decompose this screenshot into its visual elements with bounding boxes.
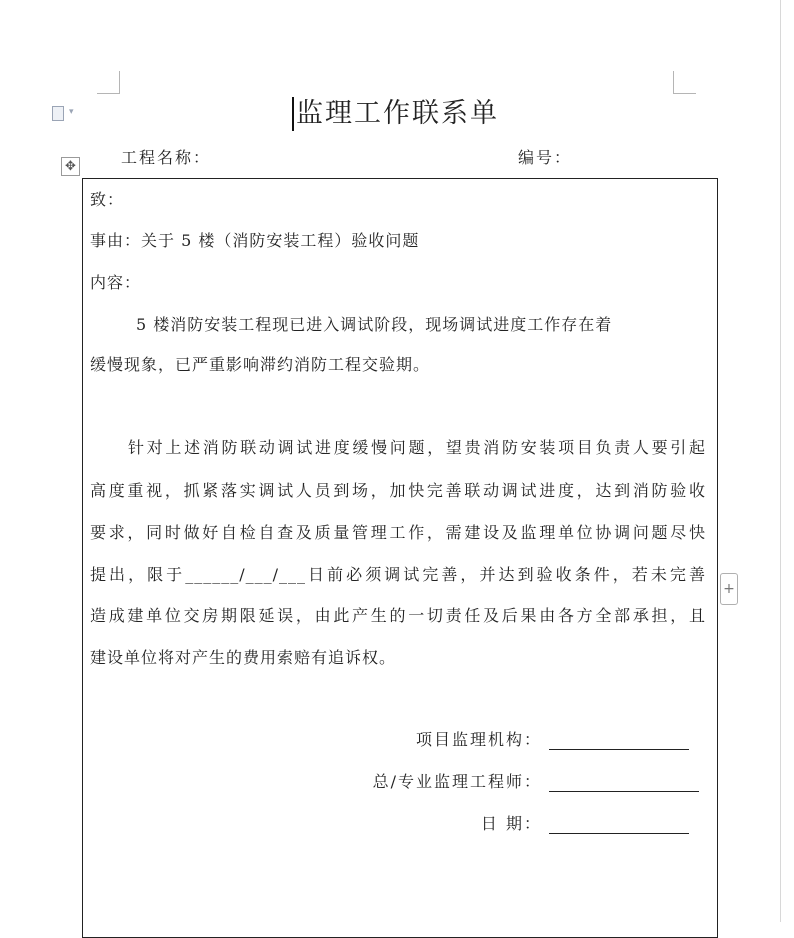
agency-label: 项目监理机构： [415, 730, 542, 749]
to-label: 致： [90, 190, 125, 209]
agency-signature-line[interactable] [549, 749, 689, 750]
date-label: 日 期： [480, 814, 542, 833]
document-icon[interactable]: ▾ [51, 105, 81, 123]
paragraph2-line: 针对上述消防联动调试进度缓慢问题，望贵消防安装项目负责人要引起 [128, 438, 706, 457]
text-cursor [292, 97, 294, 131]
subject-line: 事由：关于 5 楼（消防安装工程）验收问题 [90, 231, 420, 250]
paragraph2-line: 建设单位将对产生的费用索赔有追诉权。 [90, 648, 397, 667]
page-title: 监理工作联系单 [296, 98, 499, 129]
content-label: 内容： [90, 273, 142, 292]
paragraph2-line: 要求，同时做好自检自查及质量管理工作，需建设及监理单位协调问题尽快 [90, 523, 706, 542]
paragraph2-line: 高度重视，抓紧落实调试人员到场，加快完善联动调试进度，达到消防验收 [90, 481, 706, 500]
engineer-label: 总/专业监理工程师： [372, 772, 542, 791]
project-name-label: 工程名称： [121, 148, 212, 167]
table-move-icon[interactable]: ✥ [61, 157, 80, 176]
content-table [82, 178, 718, 938]
paragraph2-line: 造成建单位交房期限延误，由此产生的一切责任及后果由各方全部承担，且 [90, 606, 706, 625]
paragraph1-line: 缓慢现象，已严重影响滞约消防工程交验期。 [90, 355, 431, 374]
number-label: 编号： [518, 148, 573, 167]
paragraph2-line: 提出，限于______/___/___日前必须调试完善，并达到验收条件，若未完善 [90, 565, 706, 584]
date-signature-line[interactable] [549, 833, 689, 834]
margin-corner-top-left [97, 71, 120, 94]
paragraph1-line: 5 楼消防安装工程现已进入调试阶段，现场调试进度工作存在着 [136, 315, 613, 334]
page-edge [780, 0, 781, 922]
add-row-icon[interactable]: + [720, 573, 738, 605]
engineer-signature-line[interactable] [549, 791, 699, 792]
margin-corner-top-right [673, 71, 696, 94]
